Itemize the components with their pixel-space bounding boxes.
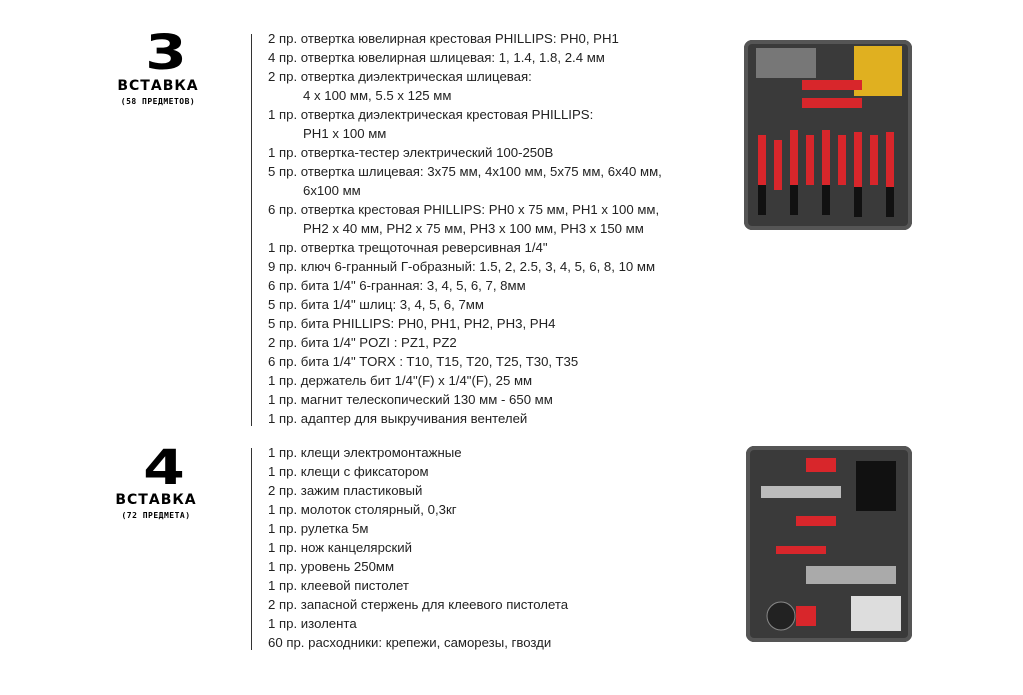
list-item: 5 пр. отвертка шлицевая: 3x75 мм, 4x100 мм, 5x75 мм, 6x40 мм, [268, 164, 662, 179]
insert-number: 4 [143, 440, 185, 496]
list-item: 2 пр. отвертка ювелирная крестовая PHILLIPS: PH0, PH1 [268, 31, 619, 46]
list-item: 5 пр. бита 1/4" шлиц: 3, 4, 5, 6, 7мм [268, 297, 484, 312]
list-item: 1 пр. клеевой пистолет [268, 578, 409, 593]
list-item-continuation: 4 x 100 мм, 5.5 x 125 мм [303, 88, 452, 103]
list-item: 6 пр. бита 1/4" TORX : T10, T15, T20, T25, T30, T35 [268, 354, 579, 369]
list-item-continuation: PH1 x 100 мм [303, 126, 387, 141]
tools-illustration [746, 446, 912, 642]
list-item: 1 пр. магнит телескопический 130 мм - 650 мм [268, 392, 553, 407]
list-item: 1 пр. рулетка 5м [268, 521, 369, 536]
insert-count: (72 ПРЕДМЕТА) [121, 511, 191, 520]
item-list [268, 443, 568, 652]
list-item: 60 пр. расходники: крепежи, саморезы, гвозди [268, 635, 552, 650]
divider [251, 448, 252, 650]
list-item-continuation: PH2 x 40 мм, PH2 x 75 мм, PH3 x 100 мм, PH3 x 150 мм [303, 221, 644, 236]
list-item: 2 пр. запасной стержень для клеевого пистолета [268, 597, 569, 612]
insert-title: ВСТАВКА [117, 78, 199, 94]
hand-tools-tray-image [746, 446, 912, 642]
list-item: 1 пр. отвертка диэлектрическая крестовая PHILLIPS: [268, 107, 594, 122]
tools-illustration [744, 40, 912, 230]
list-item: 1 пр. адаптер для выкручивания вентелей [268, 411, 528, 426]
insert-number: 3 [145, 25, 187, 81]
list-item: 2 пр. бита 1/4" POZI : PZ1, PZ2 [268, 335, 457, 350]
insert-count: (58 ПРЕДМЕТОВ) [120, 97, 196, 106]
list-item: 1 пр. изолента [268, 616, 357, 631]
item-list [268, 29, 662, 428]
list-item: 1 пр. отвертка трещоточная реверсивная 1/4" [268, 240, 548, 255]
list-item: 1 пр. клещи электромонтажные [268, 445, 462, 460]
list-item: 1 пр. нож канцелярский [268, 540, 412, 555]
list-item: 5 пр. бита PHILLIPS: PH0, PH1, PH2, PH3, PH4 [268, 316, 556, 331]
list-item: 2 пр. отвертка диэлектрическая шлицевая: [268, 69, 532, 84]
list-item: 1 пр. клещи с фиксатором [268, 464, 429, 479]
list-item: 6 пр. бита 1/4" 6-гранная: 3, 4, 5, 6, 7, 8мм [268, 278, 526, 293]
list-item-continuation: 6x100 мм [303, 183, 361, 198]
list-item: 2 пр. зажим пластиковый [268, 483, 423, 498]
list-item: 1 пр. уровень 250мм [268, 559, 395, 574]
list-item: 1 пр. держатель бит 1/4"(F) x 1/4"(F), 25 мм [268, 373, 533, 388]
list-item: 9 пр. ключ 6-гранный Г-образный: 1.5, 2, 2.5, 3, 4, 5, 6, 8, 10 мм [268, 259, 656, 274]
insert-title: ВСТАВКА [115, 492, 197, 508]
divider [251, 34, 252, 426]
list-item: 6 пр. отвертка крестовая PHILLIPS: PH0 x 75 мм, PH1 x 100 мм, [268, 202, 660, 217]
list-item: 1 пр. молоток столярный, 0,3кг [268, 502, 457, 517]
list-item: 1 пр. отвертка-тестер электрический 100-250В [268, 145, 554, 160]
list-item: 4 пр. отвертка ювелирная шлицевая: 1, 1.4, 1.8, 2.4 мм [268, 50, 605, 65]
screwdriver-tray-image [744, 40, 912, 230]
